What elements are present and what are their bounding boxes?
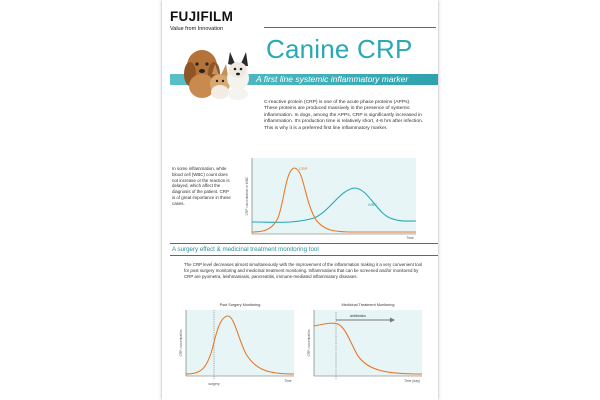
chart1-ylabel: CRP concentration or WBC [245, 176, 249, 216]
post-surgery-chart [176, 298, 300, 390]
antibiotics-label: antibiotics [350, 314, 366, 318]
page-title: Canine CRP [266, 34, 413, 64]
wbc-label: WBC [368, 202, 378, 207]
wbc-note-paragraph: In some inflammation, white blood cell (WBC) count does not increase or the reaction is delayed, which affect the diagnosis of the patient. CRP is of great importance in these cases. [172, 166, 231, 206]
chart3-ylabel: CRP concentration [307, 329, 311, 357]
section-rule-bottom [170, 255, 438, 256]
crp-label: CRP [299, 166, 308, 171]
header-rule [264, 27, 436, 28]
monitoring-paragraph: The CRP level decreases almost simultaneously with the improvement of the inflammation making it a very convenient tool for post surgery monitoring and medicinal treatment monitoring. Inflammations that can be screened and/or monitored by CRP are pyometra, leishmaniasis, pancreatitis, immune-mediated inflammatory diseases. [184, 262, 423, 279]
brand-logo: FUJIFILM [170, 9, 234, 24]
crp-vs-wbc-chart [244, 156, 418, 244]
document-page [162, 0, 438, 400]
chart2-ylabel: CRP concentration [179, 329, 183, 357]
chart1-xlabel: Time [406, 236, 414, 240]
dogs-photo [180, 44, 254, 100]
medicinal-treatment-chart [304, 298, 428, 390]
intro-paragraph: C-reactive protein (CRP) is one of the acute phase proteins (APPs). These proteins are produced massively in the presence of systemic inflammation. In dogs, among the APPs, CRP is significantly increased in inflammation. It's production time is relatively short, 4-6 hrs after infection. This is why it is a preferred first line inflammatory marker. [264, 100, 424, 131]
brand-tagline: Value from Innovation [170, 26, 224, 32]
section-heading: A surgery effect & medicinal treatment monitoring tool [172, 246, 319, 253]
chart3-title: Medicinal Treatment Monitoring [341, 303, 395, 307]
chart2-xlabel: Time [284, 379, 292, 383]
chart3-xlabel: Time (day) [403, 379, 421, 383]
section-rule-top [170, 243, 438, 244]
subtitle-text: A first line systemic inflammatory marker [256, 74, 409, 84]
chart2-title: Post Surgery Monitoring [219, 303, 261, 307]
surgery-label: surgery [208, 382, 220, 386]
